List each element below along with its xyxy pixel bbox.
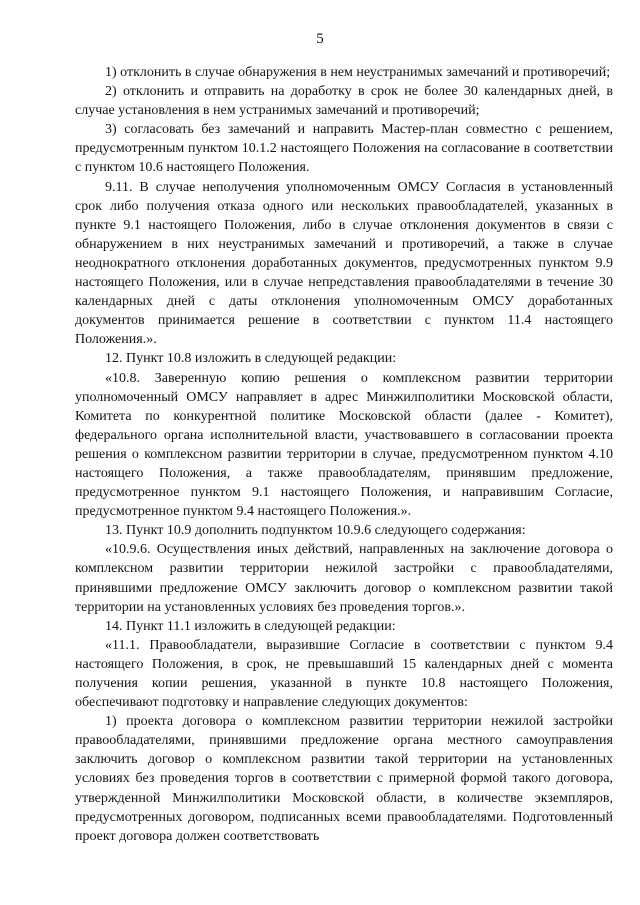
paragraph-item-1-draft-agreement: 1) проекта договора о комплексном развитии территории нежилой застройки правообладателями, принявшими предложение органа местного самоуправления заключить договор о комплексном развитии такой территории на установленных условиях без проведения торгов в соответствии с примерной формой такого договора, утвержденной Минжилполитики Московской области, в количестве экземпляров, предусмотренных договором, подписанных всеми правообладателями. Подготовленный проект договора должен соответствовать [75, 714, 613, 844]
paragraph-amendment-13: 13. Пункт 10.9 дополнить подпунктом 10.9.6 следующего содержания: [105, 523, 526, 539]
paragraph-item-1-reject: 1) отклонить в случае обнаружения в нем неустранимых замечаний и противоречий; [105, 65, 611, 80]
paragraph-item-2-return-for-revision: 2) отклонить и отправить на доработку в срок не более 30 календарных дней, в случае установления в нем устранимых замечаний и противоречий; [75, 84, 613, 119]
paragraph-item-3-approve: 3) согласовать без замечаний и направить Мастер-план совместно с решением, предусмотренным пунктом 10.1.2 настоящего Положения на согласование в соответствии с пунктом 10.6 настоящего Положения. [75, 122, 613, 176]
document-body [75, 63, 613, 846]
paragraph-clause-10-9-6: «10.9.6. Осуществления иных действий, направленных на заключение договора о комплексном развитии территории нежилой застройки с правообладателями, принявшими предложение ОМСУ заключить договор о комплексном развитии такой территории на установленных условиях без проведения торгов.». [75, 542, 613, 615]
page-number: 5 [316, 31, 324, 47]
paragraph-amendment-14: 14. Пункт 11.1 изложить в следующей редакции: [105, 618, 396, 634]
paragraph-amendment-12: 12. Пункт 10.8 изложить в следующей редакции: [105, 351, 397, 367]
paragraph-clause-9-11: 9.11. В случае неполучения уполномоченным ОМСУ Согласия в установленный срок либо получения отказа одного или нескольких правообладателей, указанных в пункте 9.1 настоящего Положения, либо в случае отклонения документов в связи с обнаружением в них неустранимых замечаний и противоречий, а также в случае неоднократного отклонения доработанных документов, предусмотренных пунктом 9.9 настоящего Положения, или в случае непредставления правообладателями в течение 30 календарных дней с даты отклонения уполномоченным ОМСУ доработанных документов принимается решение в соответствии с пунктом 11.4 настоящего Положения.». [75, 179, 613, 348]
paragraph-clause-11-1: «11.1. Правообладатели, выразившие Согласие в соответствии с пунктом 9.4 настоящего Положения, в срок, не превышавший 15 календарных дней с момента получения копии решения, указанной в пункте 10.8 настоящего Положения, обеспечивают подготовку и направление следующих документов: [75, 637, 613, 711]
paragraph-clause-10-8: «10.8. Заверенную копию решения о комплексном развитии территории уполномоченный ОМСУ направляет в адрес Минжилполитики Московской области, Комитета по конкурентной политике Московской области (далее - Комитет), федерального органа исполнительной власти, участвовавшего в согласовании проекта решения о комплексном развитии территории в случае, предусмотренном пунктом 4.10 настоящего Положения, а также правообладателям, принявшим предложение, предусмотренное пунктом 9.1 настоящего Положения, и направившим Согласие, предусмотренное пунктом 9.4 настоящего Положения.». [75, 370, 613, 520]
